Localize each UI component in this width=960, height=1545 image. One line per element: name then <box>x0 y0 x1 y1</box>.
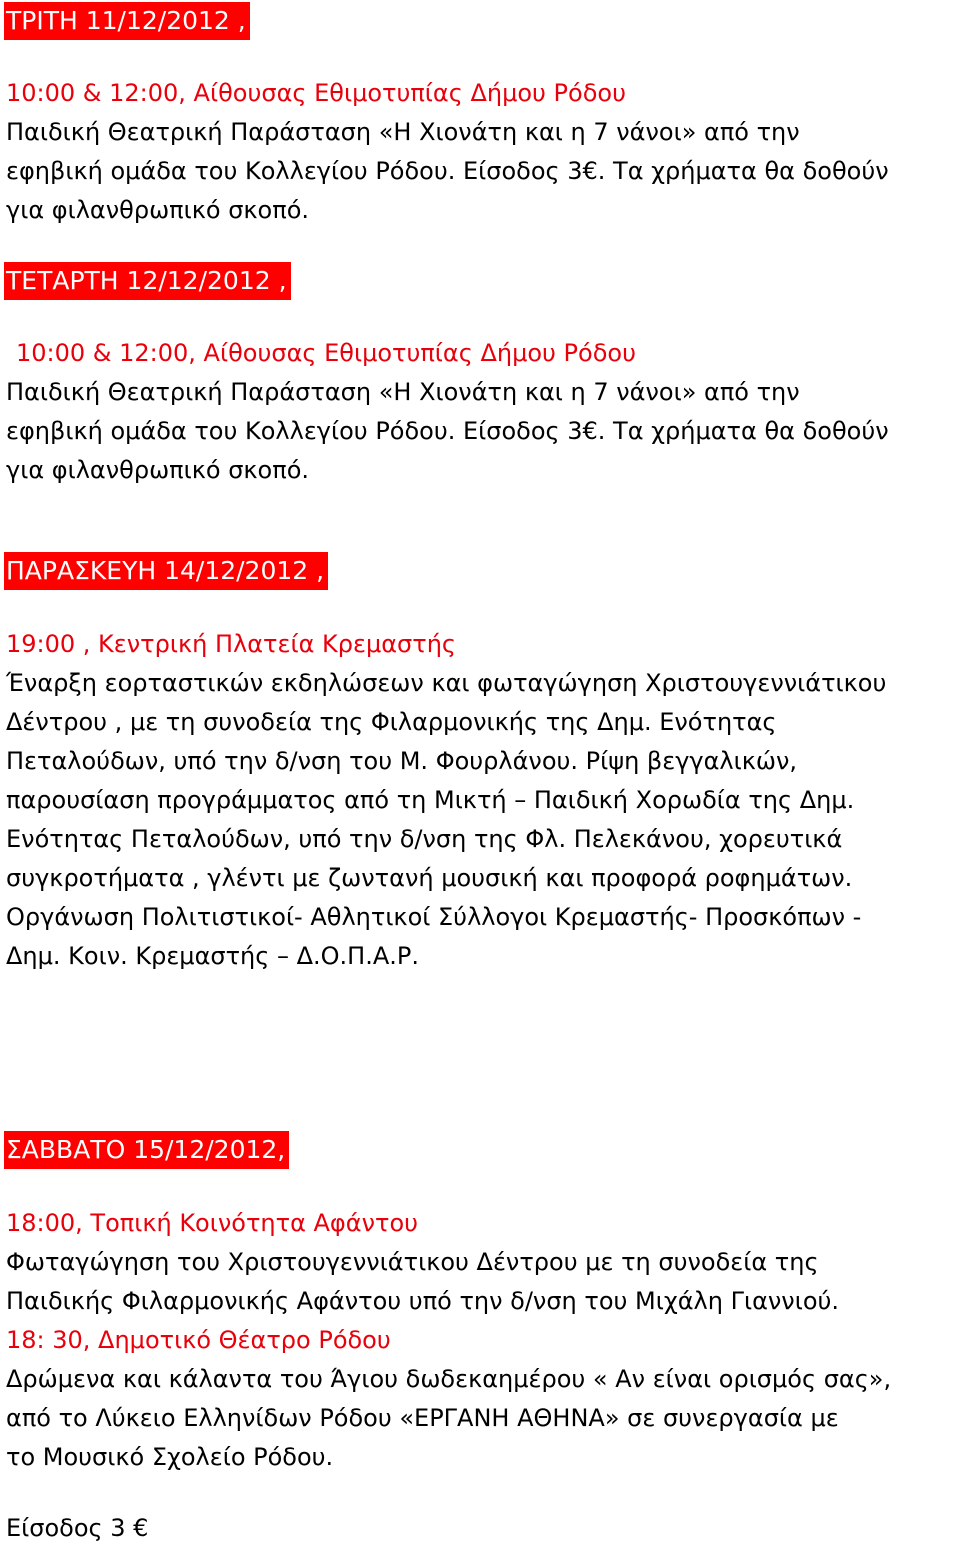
event-heading: ΣΑΒΒΑΤΟ 15/12/2012, <box>4 1131 289 1169</box>
event-description-line: το Μουσικό Σχολείο Ρόδου. <box>6 1443 334 1471</box>
event-time-place: 19:00 , Κεντρική Πλατεία Κρεμαστής <box>6 630 457 658</box>
event-time-place: 10:00 & 12:00, Αίθουσας Εθιμοτυπίας Δήμου Ρόδου <box>16 339 636 367</box>
event-time-place: 18:00, Τοπική Κοινότητα Αφάντου <box>6 1209 419 1237</box>
event-heading: ΤΡΙΤΗ 11/12/2012 , <box>4 2 250 40</box>
event-description-line: Πεταλούδων, υπό την δ/νση του Μ. Φουρλάνου. Ρίψη βεγγαλικών, <box>6 747 798 775</box>
event-description-line: Παιδική Θεατρική Παράσταση «Η Χιονάτη και η 7 νάνοι» από την <box>6 118 800 146</box>
event-description-line: Δημ. Κοιν. Κρεμαστής – Δ.Ο.Π.Α.Ρ. <box>6 942 420 970</box>
event-description-line: εφηβική ομάδα του Κολλεγίου Ρόδου. Είσοδος 3€. Τα χρήματα θα δοθούν <box>6 417 889 445</box>
event-description-line: Παιδική Θεατρική Παράσταση «Η Χιονάτη και η 7 νάνοι» από την <box>6 378 800 406</box>
event-description-line: παρουσίαση προγράμματος από τη Μικτή – Παιδική Χορωδία της Δημ. <box>6 786 855 814</box>
event-description-line: για φιλανθρωπικό σκοπό. <box>6 456 309 484</box>
event-description-line: Ενότητας Πεταλούδων, υπό την δ/νση της Φλ. Πελεκάνου, χορευτικά <box>6 825 843 853</box>
event-time-place-2: 18: 30, Δημοτικό Θέατρο Ρόδου <box>6 1326 391 1354</box>
event-time-place: 10:00 & 12:00, Αίθουσας Εθιμοτυπίας Δήμου Ρόδου <box>6 79 626 107</box>
event-description-line: από το Λύκειο Ελληνίδων Ρόδου «ΕΡΓΑΝΗ ΑΘΗΝΑ» σε συνεργασία με <box>6 1404 839 1432</box>
event-description-line: Δρώμενα και κάλαντα του Άγιου δωδεκαημέρου « Αν είναι ορισμός σας», <box>6 1365 892 1393</box>
event-description-line: Δέντρου , με τη συνοδεία της Φιλαρμονικής της Δημ. Ενότητας <box>6 708 777 736</box>
event-entry-fee: Είσοδος 3 € <box>6 1514 149 1542</box>
event-description-line: εφηβική ομάδα του Κολλεγίου Ρόδου. Είσοδος 3€. Τα χρήματα θα δοθούν <box>6 157 889 185</box>
event-description-line: συγκροτήματα , γλέντι με ζωντανή μουσική και προφορά ροφημάτων. <box>6 864 853 892</box>
event-heading: ΤΕΤΑΡΤΗ 12/12/2012 , <box>4 262 291 300</box>
event-description-line: Οργάνωση Πολιτιστικοί- Αθλητικοί Σύλλογοι Κρεμαστής- Προσκόπων - <box>6 903 862 931</box>
event-description-line: Φωταγώγηση του Χριστουγεννιάτικου Δέντρου με τη συνοδεία της <box>6 1248 819 1276</box>
event-description-line: Παιδικής Φιλαρμονικής Αφάντου υπό την δ/νση του Μιχάλη Γιαννιού. <box>6 1287 840 1315</box>
event-heading: ΠΑΡΑΣΚΕΥΗ 14/12/2012 , <box>4 552 328 590</box>
event-description-line: Έναρξη εορταστικών εκδηλώσεων και φωταγώγηση Χριστουγεννιάτικου <box>6 669 887 697</box>
event-description-line: για φιλανθρωπικό σκοπό. <box>6 196 309 224</box>
